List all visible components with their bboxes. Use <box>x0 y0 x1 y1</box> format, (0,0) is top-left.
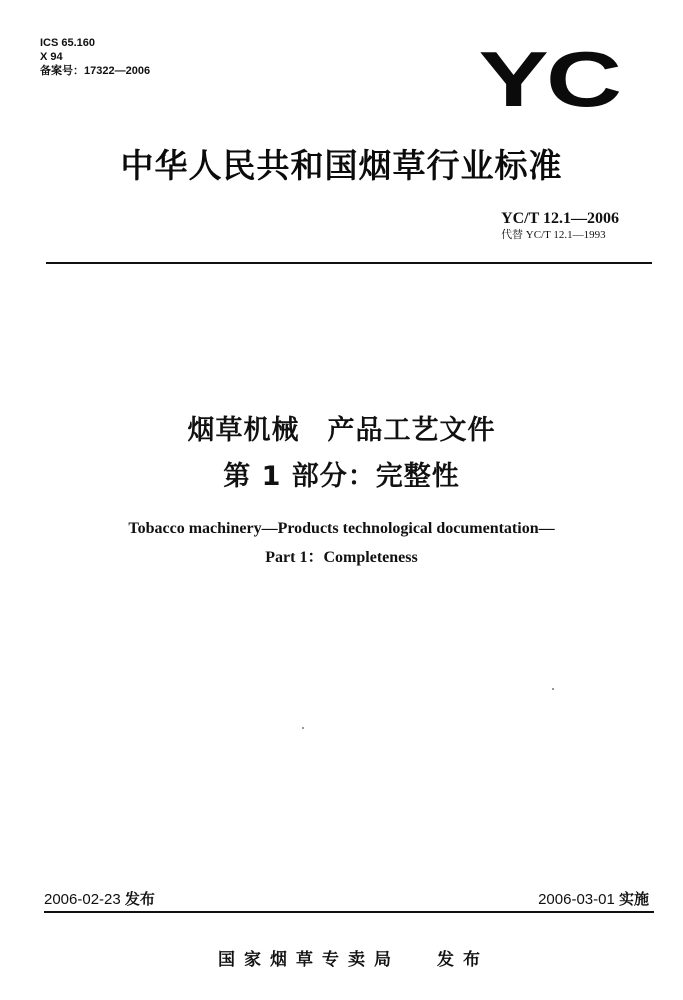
yc-logo: YC <box>478 35 619 123</box>
issue-label: 发布 <box>124 890 155 908</box>
footer-divider <box>44 911 654 913</box>
scan-speck <box>302 727 304 729</box>
standard-category-title: 中华人民共和国烟草行业标准 <box>120 146 563 185</box>
english-title-line-2: Part 1：Completeness <box>265 549 418 566</box>
classification-block <box>40 36 150 78</box>
header-divider <box>46 262 652 264</box>
standard-number-block <box>501 210 619 242</box>
implement-label: 实施 <box>618 890 649 908</box>
replaces-note: 代替 YC/T 12.1—1993 <box>501 229 606 241</box>
issue-date-block <box>44 888 155 909</box>
standard-number: YC/T 12.1—2006 <box>501 210 619 227</box>
issue-date: 2006-02-23 <box>44 891 121 908</box>
chinese-title-line-1: 烟草机械 产品工艺文件 <box>187 415 496 446</box>
issuing-authority: 国家烟草专卖局 <box>218 950 400 970</box>
english-title-line-1: Tobacco machinery—Products technological documentation— <box>128 520 555 537</box>
scan-speck <box>552 688 554 690</box>
issuer-action: 发布 <box>437 950 489 970</box>
class-code: X 94 <box>40 51 63 63</box>
filing-number: 备案号：17322—2006 <box>40 65 151 77</box>
implement-date-block <box>538 888 649 909</box>
implement-date: 2006-03-01 <box>538 891 615 908</box>
chinese-title-line-2: 第 1 部分：完整性 <box>223 461 460 492</box>
ics-code: ICS 65.160 <box>40 37 96 49</box>
